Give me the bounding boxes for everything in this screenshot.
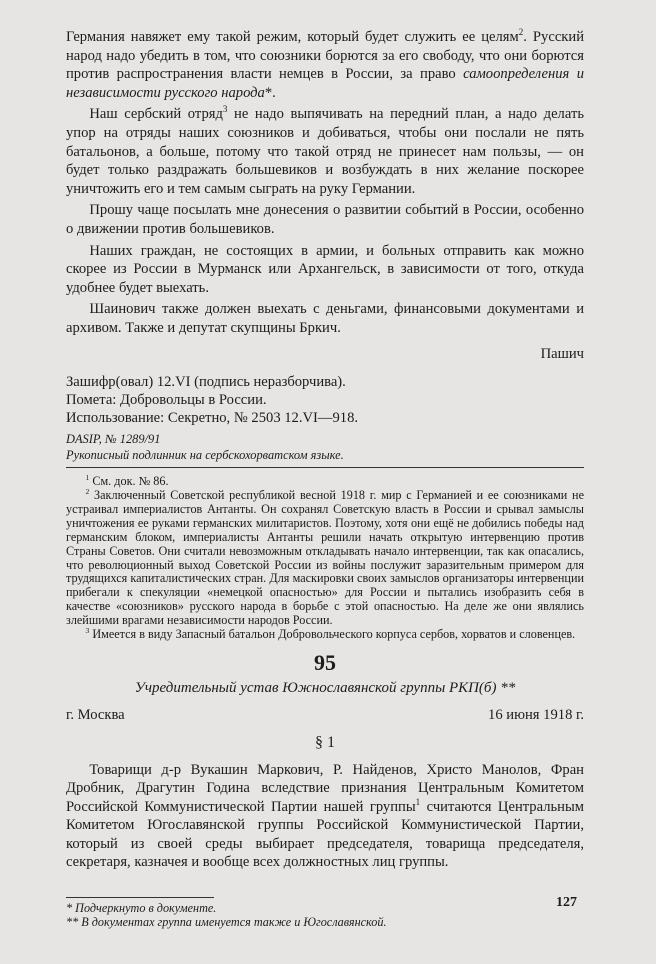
source-note: Рукописный подлинник на сербскохорватском языке. (66, 448, 344, 463)
text-run: Прошу чаще посылать мне донесения о развитии событий в России, особенно о движении против большевиков. (66, 202, 584, 237)
footnote (66, 475, 584, 489)
footnote-text: Имеется в виду Запасный батальон Добровольческого корпуса сербов, хорватов и словенцев. (92, 627, 576, 642)
meta-line: Зашифр(овал) 12.VI (подпись неразборчива). (66, 373, 346, 390)
emphasis: самоопределения и независимости русского народа (66, 66, 584, 101)
section-heading: § 1 (315, 733, 335, 751)
footnotes (66, 475, 584, 642)
text-run: Германия навяжет ему такой режим, который будет служить ее целям (66, 29, 519, 45)
letter-paragraph (66, 105, 584, 198)
footnote-number: 2 (85, 486, 90, 496)
source-info (66, 431, 584, 463)
text-run: Товарищи д-р Вукашин Маркович, Р. Найденов, Христо Манолов, Фран Дробник, Драгутин Година вследствие признания Центральным Комитетом Российской Коммунистической Партии нашей группы (66, 761, 584, 815)
document-meta (66, 373, 584, 428)
footnote-text: Заключенный Советской республикой весной 1918 г. мир с Германией и ее союзниками не устраивал империалистов Антанты. Он сохранял Советскую власть в России и срывал замыслы уничтожения ее руками германских милитаристов. Поэтому, хотя они ещё не добились победы над германским блоком, империалисты Антанты решили начать открытую интервенцию против Страны Советов. Они считали невозможным откладывать начало интервенции, так как опасались, что революционный выход Советской России из войны послужит заразительным примером для трудящихся капиталистических стран. Для маскировки своих замыслов организаторы интервенции прибегали к спекуляции «немецкой опасностью» для России и пытались изобразить себя в качестве «союзников» русского народа в борьбе с этой опасностью. На деле же они являлись злейшими врагами независимости народов России. (66, 488, 584, 628)
bottom-note: ** В документах группа именуется также и Югославянской. (66, 915, 387, 930)
letter-text (66, 28, 584, 338)
charter-paragraph (66, 761, 584, 871)
footnote-text: См. док. № 86. (92, 474, 169, 489)
archive-reference: DASIP, № 1289/91 (66, 432, 161, 447)
divider (66, 467, 584, 468)
bottom-notes (66, 901, 584, 929)
bottom-note: * Подчеркнуто в документе. (66, 901, 217, 916)
text-run: *. (264, 84, 276, 101)
letter-paragraph (66, 242, 584, 298)
text-run: считаются Центральным Комитетом Югославянской группы Российской Коммунистической Партии, который из своей среды выбирает председателя, товарища председателя, секретаря, казначея и вообще всех должностных лиц группы. (66, 798, 585, 871)
footnote-ref: 2 (518, 27, 524, 38)
document-place: г. Москва (66, 706, 125, 723)
text-run: . Русский народ надо убедить в том, что союзники борются за его свободу, что они борются против распространения власти немцев в России, за право (66, 29, 585, 83)
text-run: Наш сербский отряд (89, 106, 223, 123)
footnote (66, 486, 584, 628)
footnote-divider (66, 897, 214, 898)
footnote (66, 628, 584, 642)
charter-text (66, 761, 584, 871)
place-date-line (66, 706, 584, 724)
meta-line: Использование: Секретно, № 2503 12.VI—918. (66, 409, 359, 426)
text-run: не надо выпячивать на передний план, а надо делать упор на отряды наших союзников и добиваться, чтобы они послали не пять батальонов, а больше, потому что такой отряд не принесет нам пользы, — он будет только раздражать большевиков и возбуждать в них желание поскорее уничтожить его и тем самым сыграть на руку Германии. (66, 106, 584, 197)
document-number: 95 (314, 649, 336, 675)
text-run: Наших граждан, не состоящих в армии, и больных отправить как можно скорее из России в Мурманск или Архангельск, в зависимости от того, откуда удобнее будет выехать. (66, 242, 584, 296)
meta-line: Помета: Добровольцы в России. (66, 391, 267, 408)
footnote-ref: 3 (222, 104, 228, 115)
footnote-number: 3 (85, 626, 90, 636)
footnote-ref: 1 (415, 796, 421, 807)
letter-paragraph (66, 300, 584, 337)
document-title: Учредительный устав Южнославянской группы РКП(б) ** (134, 679, 516, 696)
letter-paragraph (66, 201, 584, 238)
signature: Пашич (540, 345, 584, 362)
text-run: Шаинович также должен выехать с деньгами, финансовыми документами и архивом. Также и депутат скупщины Бркич. (66, 301, 584, 336)
page-number: 127 (556, 895, 577, 910)
letter-paragraph (66, 28, 584, 102)
document-date: 16 июня 1918 г. (488, 706, 584, 723)
footnote-number: 1 (85, 473, 90, 483)
